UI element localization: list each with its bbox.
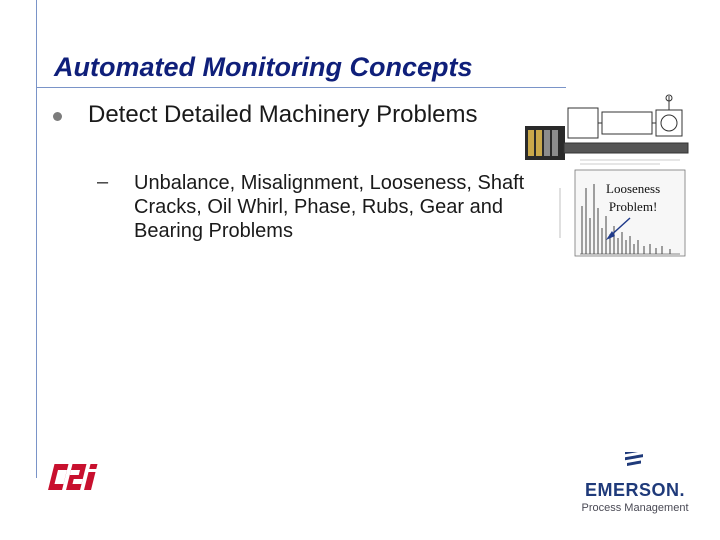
- emerson-globe-icon: [570, 452, 700, 482]
- slide-title: Automated Monitoring Concepts: [54, 52, 473, 82]
- bullet-main-text: Detect Detailed Machinery Problems: [88, 101, 478, 128]
- emerson-wordmark: EMERSON.: [584, 480, 685, 500]
- csi-logo: [46, 458, 122, 498]
- sub-bullet-text: Unbalance, Misalignment, Looseness, Shaft Cracks, Oil Whirl, Phase, Rubs, Gear and Bearing Problems: [134, 172, 525, 242]
- sub-bullet-dash: –: [97, 171, 109, 193]
- emerson-logo: [570, 452, 705, 514]
- left-vertical-rule: [36, 0, 37, 478]
- controller-box-icon: [525, 126, 565, 160]
- callout-line-2: Problem!: [608, 199, 658, 214]
- machine-train-drawing: [564, 95, 688, 153]
- machinery-spectrum-figure: [520, 88, 720, 268]
- title-underline-rule: [36, 87, 566, 88]
- callout-line-1: Looseness: [606, 181, 661, 196]
- csi-logo-text: CSi: [46, 458, 48, 459]
- emerson-tagline: Process Management: [581, 502, 689, 514]
- bullet-dot-icon: [53, 112, 62, 121]
- looseness-callout: [606, 180, 660, 216]
